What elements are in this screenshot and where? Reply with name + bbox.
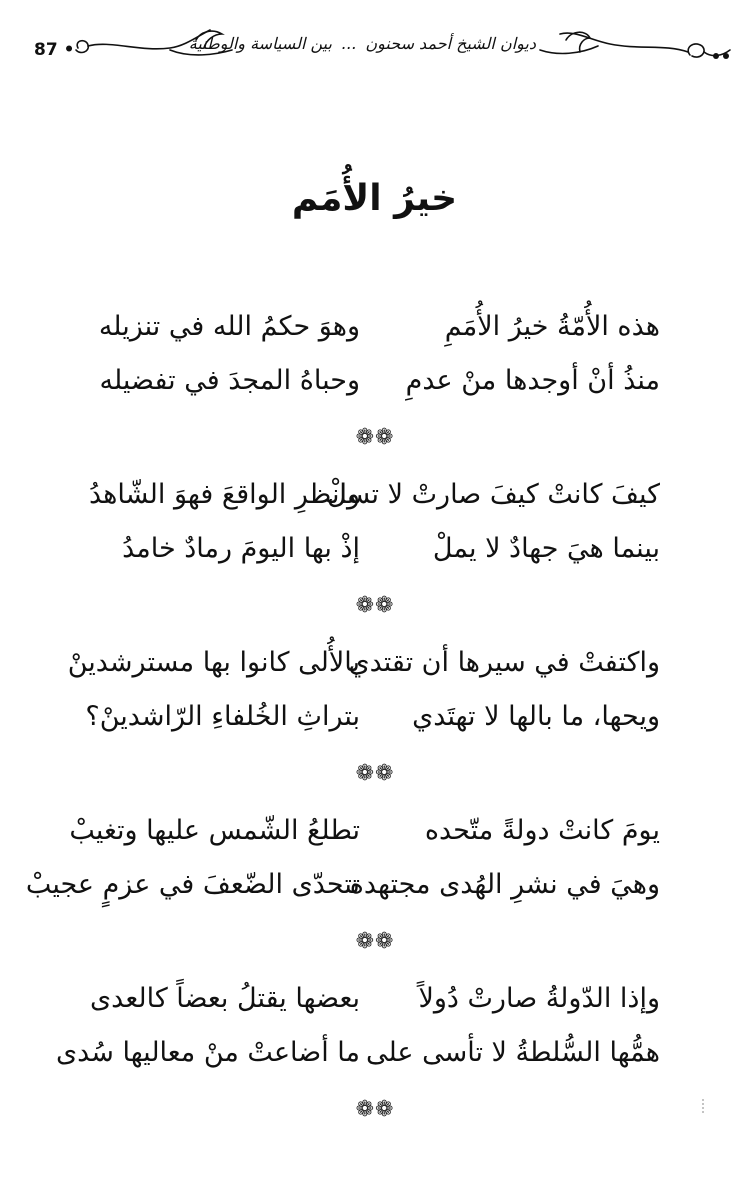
verse-first-hemistich: هذه الأُمّةُ خيرُ الأُمَمِ <box>444 311 660 342</box>
verse-first-hemistich: ويحها، ما بالها لا تهتَدي <box>412 701 660 732</box>
verse-first-hemistich: واكتفتْ في سيرها أن تقتدي <box>348 647 660 678</box>
bullet: • <box>63 40 75 60</box>
verse-first-hemistich: كيفَ كانتْ كيفَ صارتْ لا تسلْ <box>327 479 660 510</box>
page-number: 87 • <box>34 40 75 60</box>
verse-second-hemistich: تطلعُ الشّمس عليها وتغيبْ <box>69 815 360 846</box>
stanza <box>55 972 660 1080</box>
verse <box>90 972 660 1026</box>
verse <box>69 804 660 858</box>
verse-second-hemistich: وانظرِ الواقعَ فهوَ الشّاهدُ <box>88 479 360 510</box>
verse-first-hemistich: يومَ كانتْ دولةً متّحده <box>424 815 660 846</box>
poem-title: خيرُ الأُمَم <box>291 178 458 219</box>
verse-second-hemistich: ما أضاعتْ منْ معاليها سُدى <box>55 1037 360 1068</box>
stanza-separator <box>90 576 660 636</box>
stanza <box>90 468 660 576</box>
verse-second-hemistich: وحباهُ المجدَ في تفضيله <box>99 365 360 396</box>
flower-ornament-icon: ❁❁ <box>355 929 395 954</box>
running-head-part: ديوان الشيخ أحمد سحنون <box>365 34 536 53</box>
flower-ornament-icon: ❁❁ <box>355 1097 395 1122</box>
verse <box>85 690 660 744</box>
verse <box>90 300 660 354</box>
verse-first-hemistich: وإذا الدّولةُ صارتْ دُولاً <box>418 983 660 1014</box>
running-head <box>188 34 538 68</box>
stanza <box>25 804 660 912</box>
verse <box>55 1026 660 1080</box>
stanza-separator <box>90 408 660 468</box>
stanza-separator <box>90 912 660 972</box>
running-head-part: بين السياسة والوطنية <box>188 34 332 53</box>
margin-mark-icon <box>700 1098 706 1116</box>
stanza-separator <box>90 744 660 804</box>
verse <box>90 354 660 408</box>
verse-first-hemistich: بينما هيَ جهادٌ لا يملْ <box>432 533 660 564</box>
stanza <box>67 636 660 744</box>
flower-ornament-icon: ❁❁ <box>355 761 395 786</box>
verse <box>25 858 660 912</box>
stanza <box>90 300 660 408</box>
verse-second-hemistich: إذْ بها اليومَ رمادٌ خامدُ <box>122 533 360 564</box>
poem-body <box>25 300 660 1140</box>
verse-first-hemistich: همُّها السُّلطةُ لا تأسى على <box>365 1037 660 1068</box>
verse-second-hemistich: بتراثِ الخُلفاءِ الرّاشدينْ؟ <box>85 701 360 732</box>
verse-first-hemistich: منذُ أنْ أوجدها منْ عدمِ <box>405 365 660 396</box>
running-head-part: ... <box>341 34 357 53</box>
verse-second-hemistich: تتحدّى الضّعفَ في عزمٍ عجيبْ <box>25 869 360 900</box>
verse-second-hemistich: بالأُلى كانوا بها مسترشدينْ <box>67 647 360 678</box>
stanza-separator <box>90 1080 660 1140</box>
verse-second-hemistich: بعضها يقتلُ بعضاً كالعدى <box>90 983 360 1014</box>
page-header <box>0 0 749 80</box>
verse <box>90 522 660 576</box>
verse-first-hemistich: وهيَ في نشرِ الهُدى مجتهده <box>349 869 660 900</box>
verse <box>90 468 660 522</box>
verse-second-hemistich: وهوَ حكمُ الله في تنزيله <box>98 311 360 342</box>
flower-ornament-icon: ❁❁ <box>355 593 395 618</box>
flower-ornament-icon: ❁❁ <box>355 425 395 450</box>
verse <box>67 636 660 690</box>
